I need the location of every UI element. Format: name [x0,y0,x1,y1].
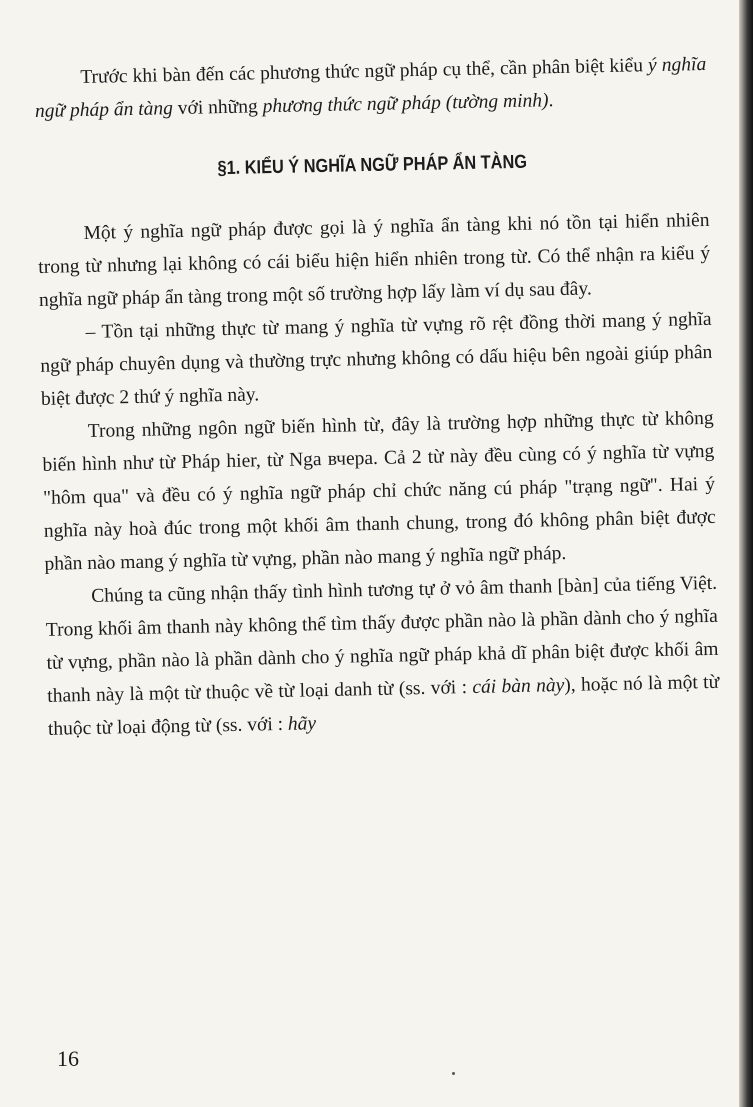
paragraph-vietnamese-example [45,567,720,746]
para4-text: Chúng ta cũng nhận thấy tình hình tương tự ở vỏ âm thanh [bàn] của tiếng Việt. Trong khối âm thanh này không thể tìm thấy được phần nào là phần dành cho ý nghĩa từ vựng, phần nào là phần dành cho ý nghĩa ngữ pháp khả dĩ phân biệt được khối âm thanh này là một từ thuộc về từ loại danh từ (ss. với : [45,572,719,707]
section-heading: §1. KIỂU Ý NGHĨA NGỮ PHÁP ẨN TÀNG [217,151,528,180]
paragraph-definition: Một ý nghĩa ngữ pháp được gọi là ý nghĩa ẩn tàng khi nó tồn tại hiển nhiên trong từ nhưng lại không có cái biểu hiện hiển nhiên trong từ. Có thể nhận ra kiểu ý nghĩa ngữ pháp ẩn tàng trong một số trường hợp lấy làm ví dụ sau đây. [38,209,711,311]
page-content [34,48,720,746]
print-speck [452,1072,455,1075]
intro-emphasis-explicit: phương thức ngữ pháp (tường minh) [262,90,549,118]
page-number: 16 [57,1046,79,1071]
intro-paragraph [34,48,707,128]
intro-text-2: với những [172,96,263,120]
intro-emphasis-implicit: ý nghĩa ngữ pháp ẩn tàng [34,53,707,122]
intro-text-3: . [548,90,554,112]
paragraph-inflectional-languages: Trong những ngôn ngữ biến hình từ, đây là trường hợp những thực từ không biến hình như từ Pháp hier, từ Nga вчера. Cả 2 từ này đều cùng có ý nghĩa từ vựng "hôm qua" và đều có ý nghĩa ngữ pháp chỉ chức năng cú pháp "trạng ngữ". Hai ý nghĩa này hoà đúc trong một khối âm thanh chung, trong đó không phân biệt được phần nào mang ý nghĩa từ vựng, phần nào mang ý nghĩa ngữ pháp. [42,407,716,575]
para4-example-verb: hãy [287,713,317,735]
paragraph-case-one: – Tồn tại những thực từ mang ý nghĩa từ vựng rõ rệt đồng thời mang ý nghĩa ngữ pháp chuyên dụng và thường trực nhưng không có dấu hiệu bên ngoài giúp phân biệt được 2 thứ ý nghĩa này. [40,308,713,410]
intro-text: Trước khi bàn đến các phương thức ngữ pháp cụ thể, cần phân biệt kiểu [80,55,649,89]
para4-text-2: ), hoặc nó là một từ thuộc từ loại động từ (ss. với : [47,671,720,740]
book-spine-edge [739,0,753,1107]
para4-example-noun: cái bàn này [472,675,565,698]
